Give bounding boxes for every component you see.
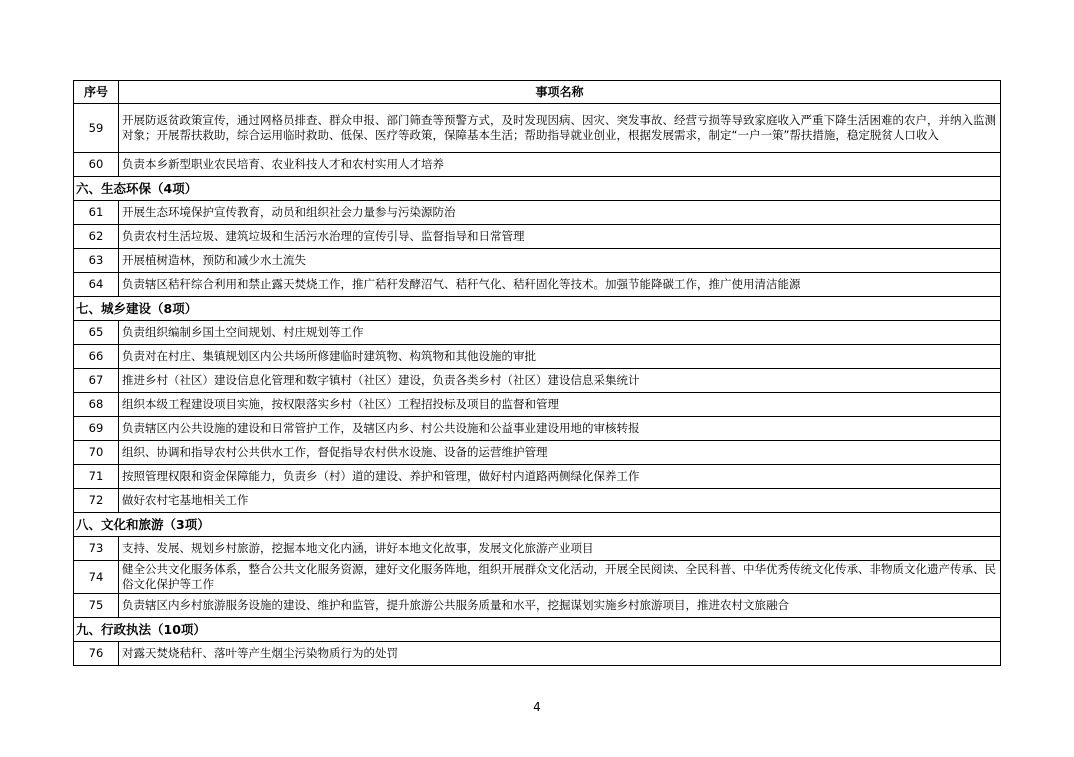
- row-number: 74: [74, 561, 119, 594]
- section-heading-row: [74, 297, 1001, 321]
- table-row: [74, 345, 1001, 369]
- table-row: [74, 153, 1001, 177]
- row-text: 负责辖区内公共设施的建设和日常管护工作，及辖区内乡、村公共设施和公益事业建设用地的审核转报: [119, 417, 1001, 441]
- row-number: 65: [74, 321, 119, 345]
- table-row: [74, 369, 1001, 393]
- row-text: 对露天焚烧秸秆、落叶等产生烟尘污染物质行为的处罚: [119, 642, 1001, 666]
- matters-table: [73, 80, 1001, 666]
- table-row: [74, 489, 1001, 513]
- row-text: 开展防返贫政策宣传，通过网格员排查、群众申报、部门筛查等预警方式，及时发现因病、因灾、突发事故、经营亏损等导致家庭收入严重下降生活困难的农户，并纳入监测对象；开展帮扶救助，综合运用临时救助、低保、医疗等政策，保障基本生活；帮助指导就业创业，根据发展需求，制定“一户一策”帮扶措施，稳定脱贫人口收入: [119, 104, 1001, 153]
- row-text: 负责辖区内乡村旅游服务设施的建设、维护和监管，提升旅游公共服务质量和水平，挖掘谋划实施乡村旅游项目，推进农村文旅融合: [119, 594, 1001, 618]
- row-number: 73: [74, 537, 119, 561]
- section-heading: 六、生态环保（4项）: [74, 177, 1001, 201]
- table-row: [74, 594, 1001, 618]
- header-index: 序号: [74, 81, 119, 104]
- section-heading-row: [74, 618, 1001, 642]
- page-number: 4: [533, 700, 541, 714]
- row-text: 负责组织编制乡国土空间规划、村庄规划等工作: [119, 321, 1001, 345]
- row-text: 做好农村宅基地相关工作: [119, 489, 1001, 513]
- row-text: 开展植树造林，预防和减少水土流失: [119, 249, 1001, 273]
- row-number: 76: [74, 642, 119, 666]
- row-text: 开展生态环境保护宣传教育，动员和组织社会力量参与污染源防治: [119, 201, 1001, 225]
- row-text: 组织、协调和指导农村公共供水工作，督促指导农村供水设施、设备的运营维护管理: [119, 441, 1001, 465]
- row-text: 负责农村生活垃圾、建筑垃圾和生活污水治理的宣传引导、监督指导和日常管理: [119, 225, 1001, 249]
- row-text: 支持、发展、规划乡村旅游，挖掘本地文化内涵，讲好本地文化故事，发展文化旅游产业项目: [119, 537, 1001, 561]
- row-number: 64: [74, 273, 119, 297]
- table-row: [74, 321, 1001, 345]
- section-heading: 九、行政执法（10项）: [74, 618, 1001, 642]
- row-text: 负责本乡新型职业农民培育、农业科技人才和农村实用人才培养: [119, 153, 1001, 177]
- row-number: 67: [74, 369, 119, 393]
- section-heading-row: [74, 177, 1001, 201]
- row-number: 63: [74, 249, 119, 273]
- section-heading-row: [74, 513, 1001, 537]
- header-name: 事项名称: [119, 81, 1001, 104]
- table-row: [74, 249, 1001, 273]
- row-number: 66: [74, 345, 119, 369]
- row-text: 推进乡村（社区）建设信息化管理和数字镇村（社区）建设，负责各类乡村（社区）建设信息采集统计: [119, 369, 1001, 393]
- row-number: 60: [74, 153, 119, 177]
- row-number: 70: [74, 441, 119, 465]
- row-number: 61: [74, 201, 119, 225]
- section-heading: 八、文化和旅游（3项）: [74, 513, 1001, 537]
- table-row: [74, 441, 1001, 465]
- row-number: 59: [74, 104, 119, 153]
- row-number: 71: [74, 465, 119, 489]
- row-text: 组织本级工程建设项目实施，按权限落实乡村（社区）工程招投标及项目的监督和管理: [119, 393, 1001, 417]
- row-number: 75: [74, 594, 119, 618]
- table-row: [74, 465, 1001, 489]
- table-row: [74, 642, 1001, 666]
- table-row: [74, 561, 1001, 594]
- table-row: [74, 104, 1001, 153]
- table-row: [74, 393, 1001, 417]
- row-number: 62: [74, 225, 119, 249]
- table-row: [74, 201, 1001, 225]
- row-number: 72: [74, 489, 119, 513]
- table-header-row: [74, 81, 1001, 104]
- section-heading: 七、城乡建设（8项）: [74, 297, 1001, 321]
- row-number: 69: [74, 417, 119, 441]
- row-text: 负责对在村庄、集镇规划区内公共场所修建临时建筑物、构筑物和其他设施的审批: [119, 345, 1001, 369]
- row-text: 负责辖区秸秆综合利用和禁止露天焚烧工作，推广秸秆发酵沼气、秸秆气化、秸秆固化等技术。加强节能降碳工作，推广使用清洁能源: [119, 273, 1001, 297]
- row-text: 按照管理权限和资金保障能力，负责乡（村）道的建设、养护和管理，做好村内道路两侧绿化保养工作: [119, 465, 1001, 489]
- table-row: [74, 225, 1001, 249]
- table-row: [74, 537, 1001, 561]
- row-number: 68: [74, 393, 119, 417]
- row-text: 健全公共文化服务体系，整合公共文化服务资源，建好文化服务阵地，组织开展群众文化活动，开展全民阅读、全民科普、中华优秀传统文化传承、非物质文化遗产传承、民俗文化保护等工作: [119, 561, 1001, 594]
- table-row: [74, 273, 1001, 297]
- table-row: [74, 417, 1001, 441]
